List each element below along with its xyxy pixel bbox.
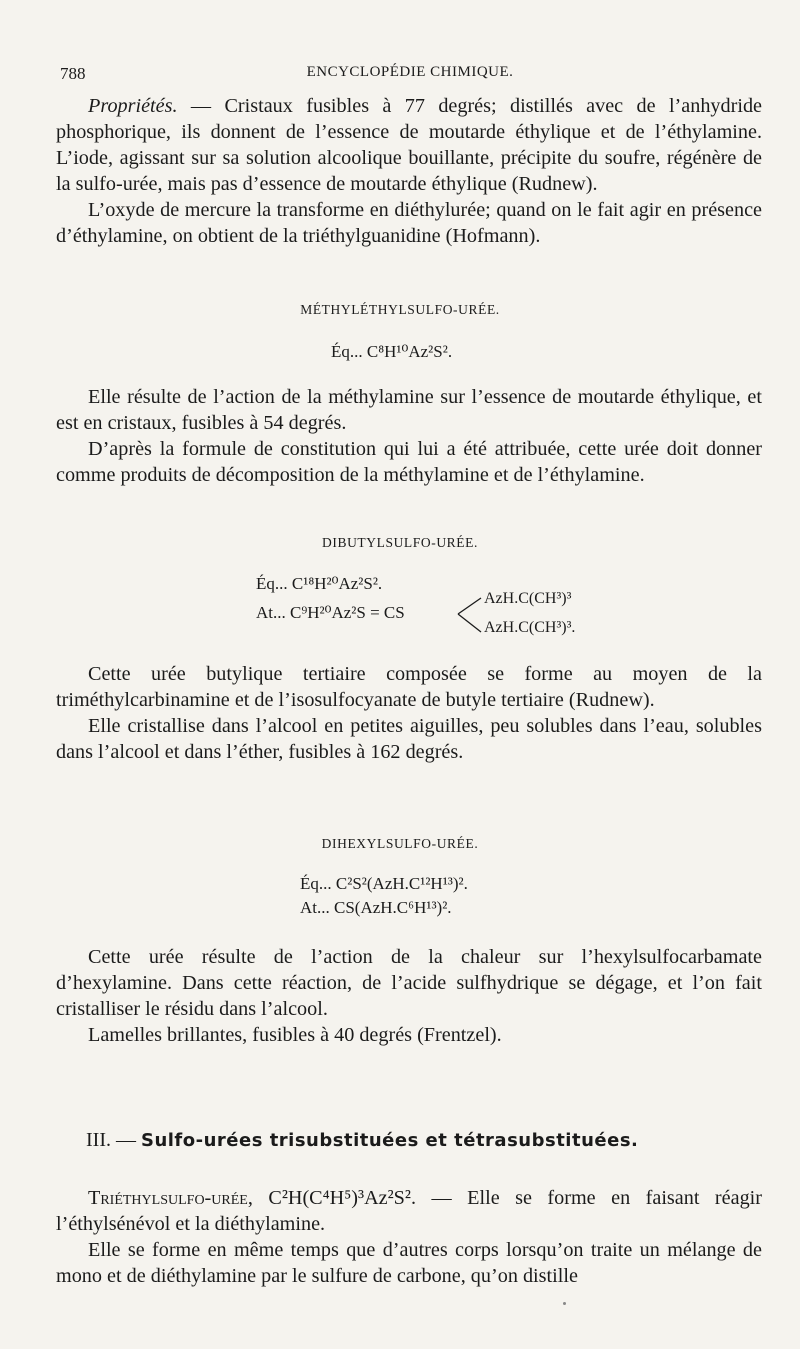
triethyl-lead: Triéthylsulfo-urée,: [88, 1187, 253, 1209]
properties-section: [56, 93, 762, 249]
section-dash: —: [115, 1129, 136, 1151]
methylethylsulfourea-heading: MÉTHYLÉTHYLSULFO-URÉE.: [300, 302, 500, 317]
dibutyl-paragraph-1: Cette urée butylique tertiaire composée se forme au moyen de la triméthylcarbinamine et de l’isosulfocyanate de butyle tertiaire (Rudnew).: [56, 663, 762, 711]
triethyl-formula: C²H(C⁴H⁵)³Az²S².: [252, 1187, 416, 1209]
at-prefix: At...: [300, 898, 330, 917]
properties-paragraph: [56, 93, 762, 197]
dibutyl-paragraph-2: Elle cristallise dans l’alcool en petites aiguilles, peu solubles dans l’eau, solubles dans l’alcool et dans l’éther, fusibles à 162 degrés.: [56, 715, 762, 763]
section-numeral: III.: [86, 1129, 111, 1151]
methylethyl-text: [56, 384, 762, 488]
dihexyl-paragraph-2: Lamelles brillantes, fusibles à 40 degrés (Frentzel).: [88, 1024, 502, 1046]
dihexylsulfourea-heading: DIHEXYLSULFO-URÉE.: [321, 836, 479, 851]
branch-bottom: AzH.C(CH³)³.: [484, 619, 576, 636]
page-number: 788: [60, 64, 86, 83]
eq-prefix: Éq...: [331, 342, 363, 361]
dihexyl-at-formula: [300, 898, 452, 918]
section-iii-title: [86, 1129, 638, 1152]
dibutyl-eq-formula: [256, 574, 382, 594]
methylethyl-eq-formula: [331, 342, 452, 362]
running-title: ENCYCLOPÉDIE CHIMIQUE.: [306, 64, 514, 80]
dibutylsulfourea-heading: DIBUTYLSULFO-URÉE.: [322, 535, 478, 550]
dibutyl-text: [56, 661, 762, 765]
dihexyl-paragraph-1: Cette urée résulte de l’action de la chaleur sur l’hexylsulfocarbamate d’hexylamine. Dans cette réaction, de l’acide sulfhydrique se dégage, et l’on fait cristalliser le résidu dans l’alcool.: [56, 946, 762, 1020]
mercury-oxide-paragraph: L’oxyde de mercure la transforme en diéthylurée; quand on le fait agir en présence d’éthylamine, on obtient de la triéthylguanidine (Hofmann).: [56, 199, 762, 247]
eq-prefix: Éq...: [300, 874, 332, 893]
at-formula: CS(AzH.C⁶H¹³)².: [334, 898, 452, 917]
at-prefix: At...: [256, 603, 286, 622]
methylethyl-paragraph-1: Elle résulte de l’action de la méthylamine sur l’essence de moutarde éthylique, et est en cristaux, fusibles à 54 degrés.: [56, 386, 762, 434]
branch-top: AzH.C(CH³)³: [484, 590, 572, 607]
dihexyl-text: [56, 944, 762, 1048]
paper-speck: [563, 1302, 566, 1305]
dihexyl-eq-formula: [300, 874, 468, 894]
eq-formula: C⁸H¹⁰Az²S².: [366, 342, 453, 361]
properties-lead: Propriétés.: [88, 95, 178, 117]
dibutyl-at-formula: [256, 603, 405, 623]
triethyl-paragraph-1: [56, 1185, 762, 1237]
eq-formula: C¹⁸H²⁰Az²S².: [291, 574, 383, 593]
triethyl-paragraph-2: Elle se forme en même temps que d’autres corps lorsqu’on traite un mélange de mono et de diéthylamine par le sulfure de carbone, qu’on distille: [56, 1239, 762, 1287]
branch-bracket-icon: [455, 594, 485, 636]
eq-formula: C²S²(AzH.C¹²H¹³)².: [335, 874, 468, 893]
section-title-text: Sulfo-urées trisubstituées et tétrasubstituées.: [140, 1130, 639, 1151]
at-formula: C⁹H²⁰Az²S = CS: [290, 603, 405, 622]
page-header: [60, 64, 760, 86]
properties-text: — Cristaux fusibles à 77 degrés; distillés avec de l’anhydride phosphorique, ils donnent de l’essence de moutarde éthylique et de l’éthylamine. L’iode, agissant sur sa solution alcoolique bouillante, précipite du soufre, régénère de la sulfo-urée, mais pas d’essence de moutarde éthylique (Rudnew).: [56, 95, 762, 195]
triethyl-text-rest: — Elle se forme en faisant réagir l’éthylsénévol et la diéthylamine.: [56, 1187, 762, 1235]
methylethyl-paragraph-2: D’après la formule de constitution qui lui a été attribuée, cette urée doit donner comme produits de décomposition de la méthylamine et de l’éthylamine.: [56, 438, 762, 486]
triethyl-text: [56, 1185, 762, 1289]
eq-prefix: Éq...: [256, 574, 288, 593]
